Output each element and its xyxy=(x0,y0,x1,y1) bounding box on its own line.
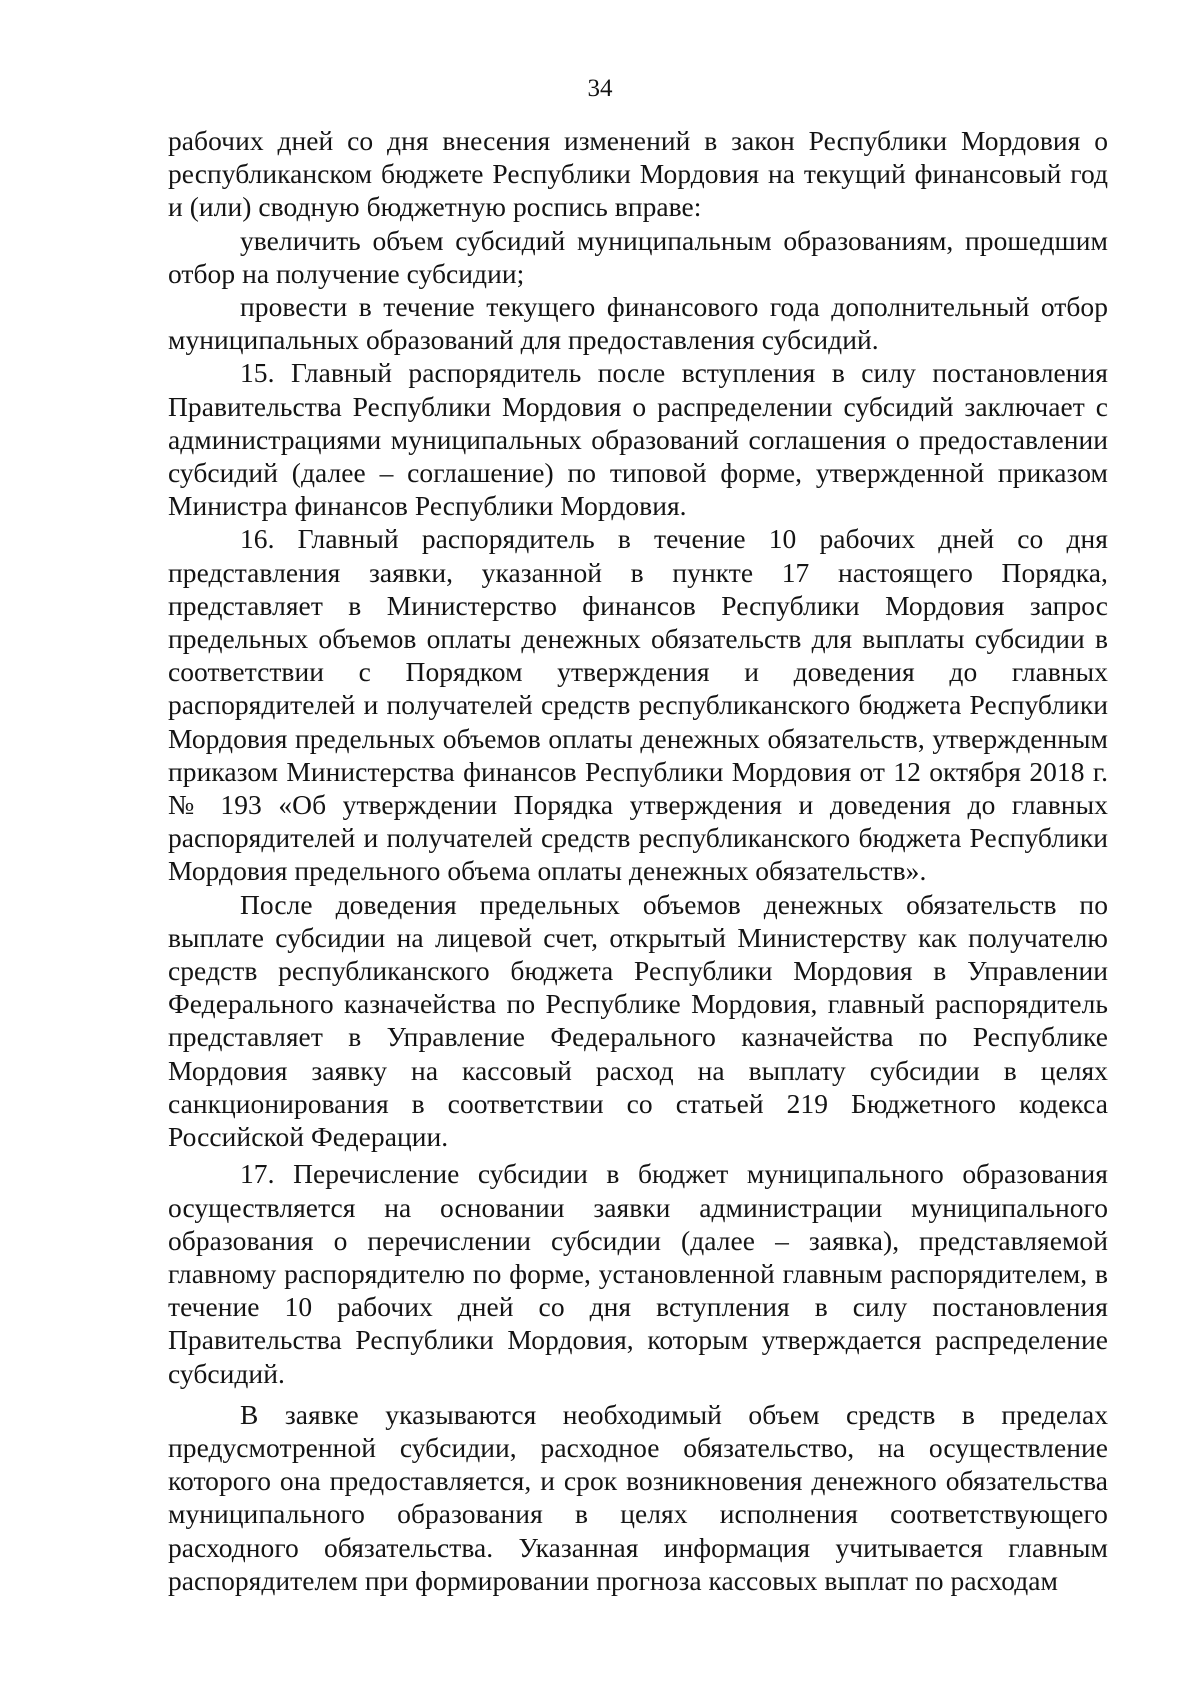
paragraph-treasury-request: После доведения предельных объемов денежных обязательств по выплате субсидии на лицевой счет, открытый Министерству как получателю средств республиканского бюджета Республики Мордовия в Управлении Федерального казначейства по Республике Мордовия, главный распорядитель представляет в Управление Федерального казначейства по Республике Мордовия заявку на кассовый расход на выплату субсидии в целях санкционирования в соответствии со статьей 219 Бюджетного кодекса Российской Федерации. xyxy=(168,888,1108,1153)
paragraph-application-contents: В заявке указываются необходимый объем средств в пределах предусмотренной субсидии, расходное обязательство, на осуществление которого она предоставляется, и срок возникновения денежного обязательства муниципального образования в целях исполнения соответствующего расходного обязательства. Указанная информация учитывается главным распорядителем при формировании прогноза кассовых выплат по расходам xyxy=(168,1398,1108,1596)
paragraph-additional-selection: провести в течение текущего финансового года дополнительный отбор муниципальных образований для предоставления субсидий. xyxy=(168,291,1108,356)
paragraph-continuation: рабочих дней со дня внесения изменений в закон Республики Мордовия о республиканском бюджете Республики Мордовия на текущий финансовый год и (или) сводную бюджетную роспись вправе: xyxy=(168,125,1108,223)
page-number: 34 xyxy=(587,75,613,102)
paragraph-clause-16: 16. Главный распорядитель в течение 10 рабочих дней со дня представления заявки, указанной в пункте 17 настоящего Порядка, представляет в Министерство финансов Республики Мордовия запрос предельных объемов оплаты денежных обязательств для выплаты субсидии в соответствии с Порядком утверждения и доведения до главных распорядителей и получателей средств республиканского бюджета Республики Мордовия предельных объемов оплаты денежных обязательств, утвержденным приказом Министерства финансов Республики Мордовия от 12 октября 2018 г. № 193 «Об утверждении Порядка утверждения и доведения до главных распорядителей и получателей средств республиканского бюджета Республики Мордовия предельного объема оплаты денежных обязательств». xyxy=(168,523,1108,887)
paragraph-increase-subsidy: увеличить объем субсидий муниципальным образованиям, прошедшим отбор на получение субсидии; xyxy=(168,224,1108,289)
paragraph-clause-17: 17. Перечисление субсидии в бюджет муниципального образования осуществляется на основании заявки администрации муниципального образования о перечислении субсидии (далее – заявка), представляемой главному распорядителю по форме, установленной главным распорядителем, в течение 10 рабочих дней со дня вступления в силу постановления Правительства Республики Мордовия, которым утверждается распределение субсидий. xyxy=(168,1158,1108,1389)
paragraph-clause-15: 15. Главный распорядитель после вступления в силу постановления Правительства Республики Мордовия о распределении субсидий заключает с администрациями муниципальных образований соглашения о предоставлении субсидий (далее – соглашение) по типовой форме, утвержденной приказом Министра финансов Республики Мордовия. xyxy=(168,357,1108,522)
document-body xyxy=(168,124,1108,1597)
